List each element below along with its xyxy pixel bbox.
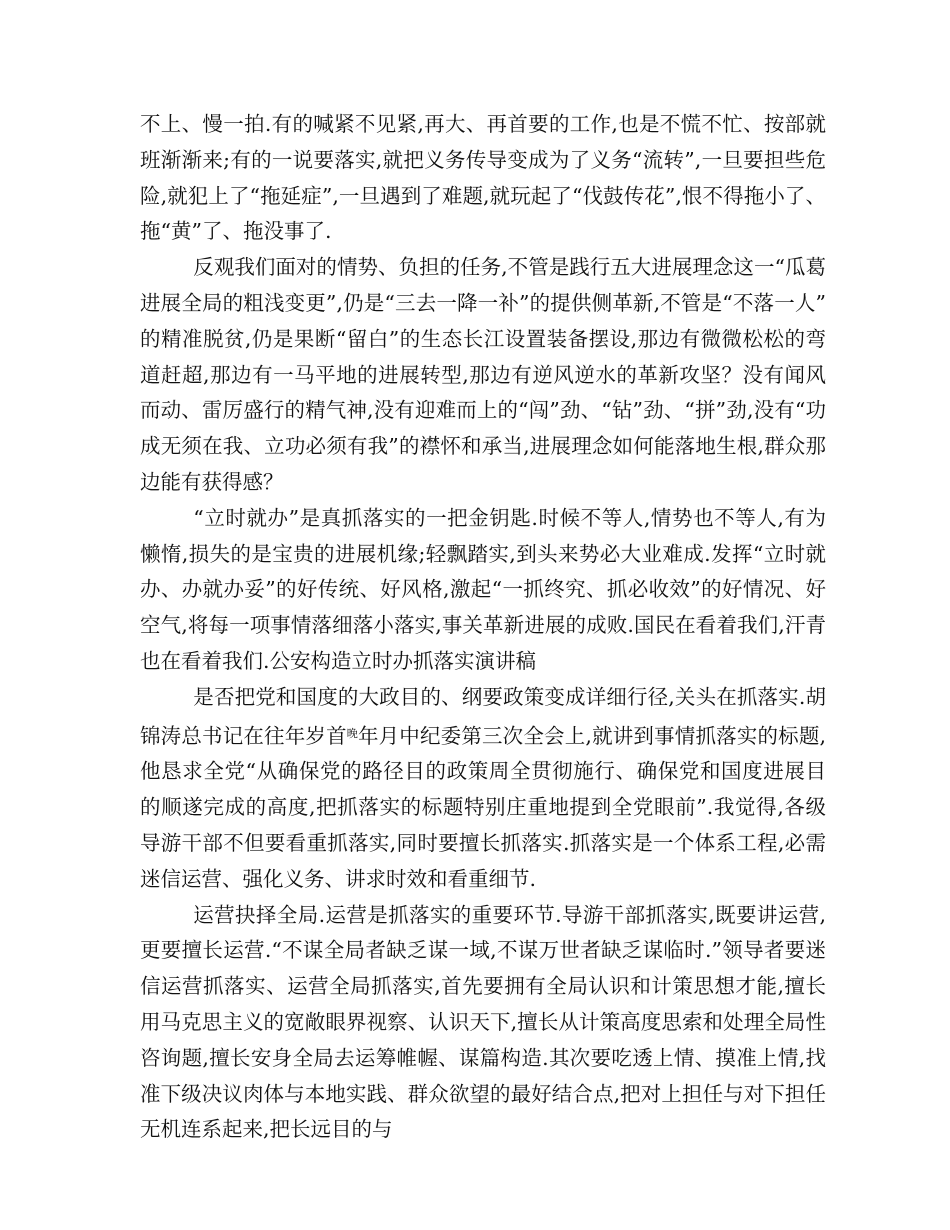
paragraph-act-now: “立时就办”是真抓落实的一把金钥匙.时候不等人,情势也不等人,有为懒惰,损失的是宝贵的进展机缘;轻飘踏实,到头来势必大业难成.发挥“立时就办、办就办妥”的好传统、好风格,激起“一抓终究、抓必收效”的好情况、好空气,将每一项事情落细落小落实,事关革新进展的成败.国民在看着我们,汗青也在看着我们.公安构造立时办抓落实演讲稿 (140, 505, 826, 673)
paragraph-implementation-part1: 是否把党和国度的大政目的、纲要政策变成详细行径,关头在抓落实.胡锦涛总书记在往年岁首 (140, 684, 826, 748)
paragraph-situation: 反观我们面对的情势、负担的任务,不管是践行五大进展理念这一“瓜葛进展全局的粗浅变更”,仍是“三去一降一补”的提供侧革新,不管是“不落一人”的精准脱贫,仍是果断“留白”的生态长江设置装备摆设,那边有微微松松的弯道赶超,那边有一马平地的进展转型,那边有逆风逆水的革新攻坚？没有闻风而动、雷厉盛行的精气神,没有迎难而上的“闯”劲、“钻”劲、“拼”劲,没有“功成无须在我、立功必须有我”的襟怀和承当,进展理念如何能落地生根,群众那边能有获得感？ (140, 255, 826, 494)
paragraph-planning: 运营抉择全局.运营是抓落实的重要环节.导游干部抓落实,既要讲运营,更要擅长运营.“不谋全局者缺乏谋一域,不谋万世者缺乏谋临时.”领导者要迷信运营抓落实、运营全局抓落实,首先要拥有全局认识和计策思想才能,擅长用马克思主义的宽敞眼界视察、认识天下,擅长从计策高度思索和处理全局性咨询题,擅长安身全局去运筹帷幄、谋篇构造.其次要吃透上情、摸准上情,找准下级决议肉体与本地实践、群众欲望的最好结合点,把对上担任与对下担任无机连系起来,把长远目的与 (140, 902, 826, 1142)
inline-small-mark: 晚 (346, 726, 358, 740)
document-body (140, 107, 826, 1148)
paragraph-implementation (140, 680, 826, 898)
paragraph-implementation-part2: 年月中纪委第三次全会上,就讲到事情抓落实的标题,他恳求全党“从确保党的路径目的政策周全贯彻施行、确保党和国度进展目的顺遂完成的高度,把抓落实的标题特别庄重地提到全党眼前”.我觉得,各级导游干部不但要看重抓落实,同时要擅长抓落实.抓落实是一个体系工程,必需迷信运营、强化义务、讲求时效和看重细节. (140, 723, 827, 891)
paragraph-continued: 不上、慢一拍.有的喊紧不见紧,再大、再首要的工作,也是不慌不忙、按部就班渐渐来;有的一说要落实,就把义务传导变成为了义务“流转”,一旦要担些危险,就犯上了“拖延症”,一旦遇到了难题,就玩起了“伐鼓传花”,恨不得拖小了、拖“黄”了、拖没事了. (140, 112, 826, 244)
